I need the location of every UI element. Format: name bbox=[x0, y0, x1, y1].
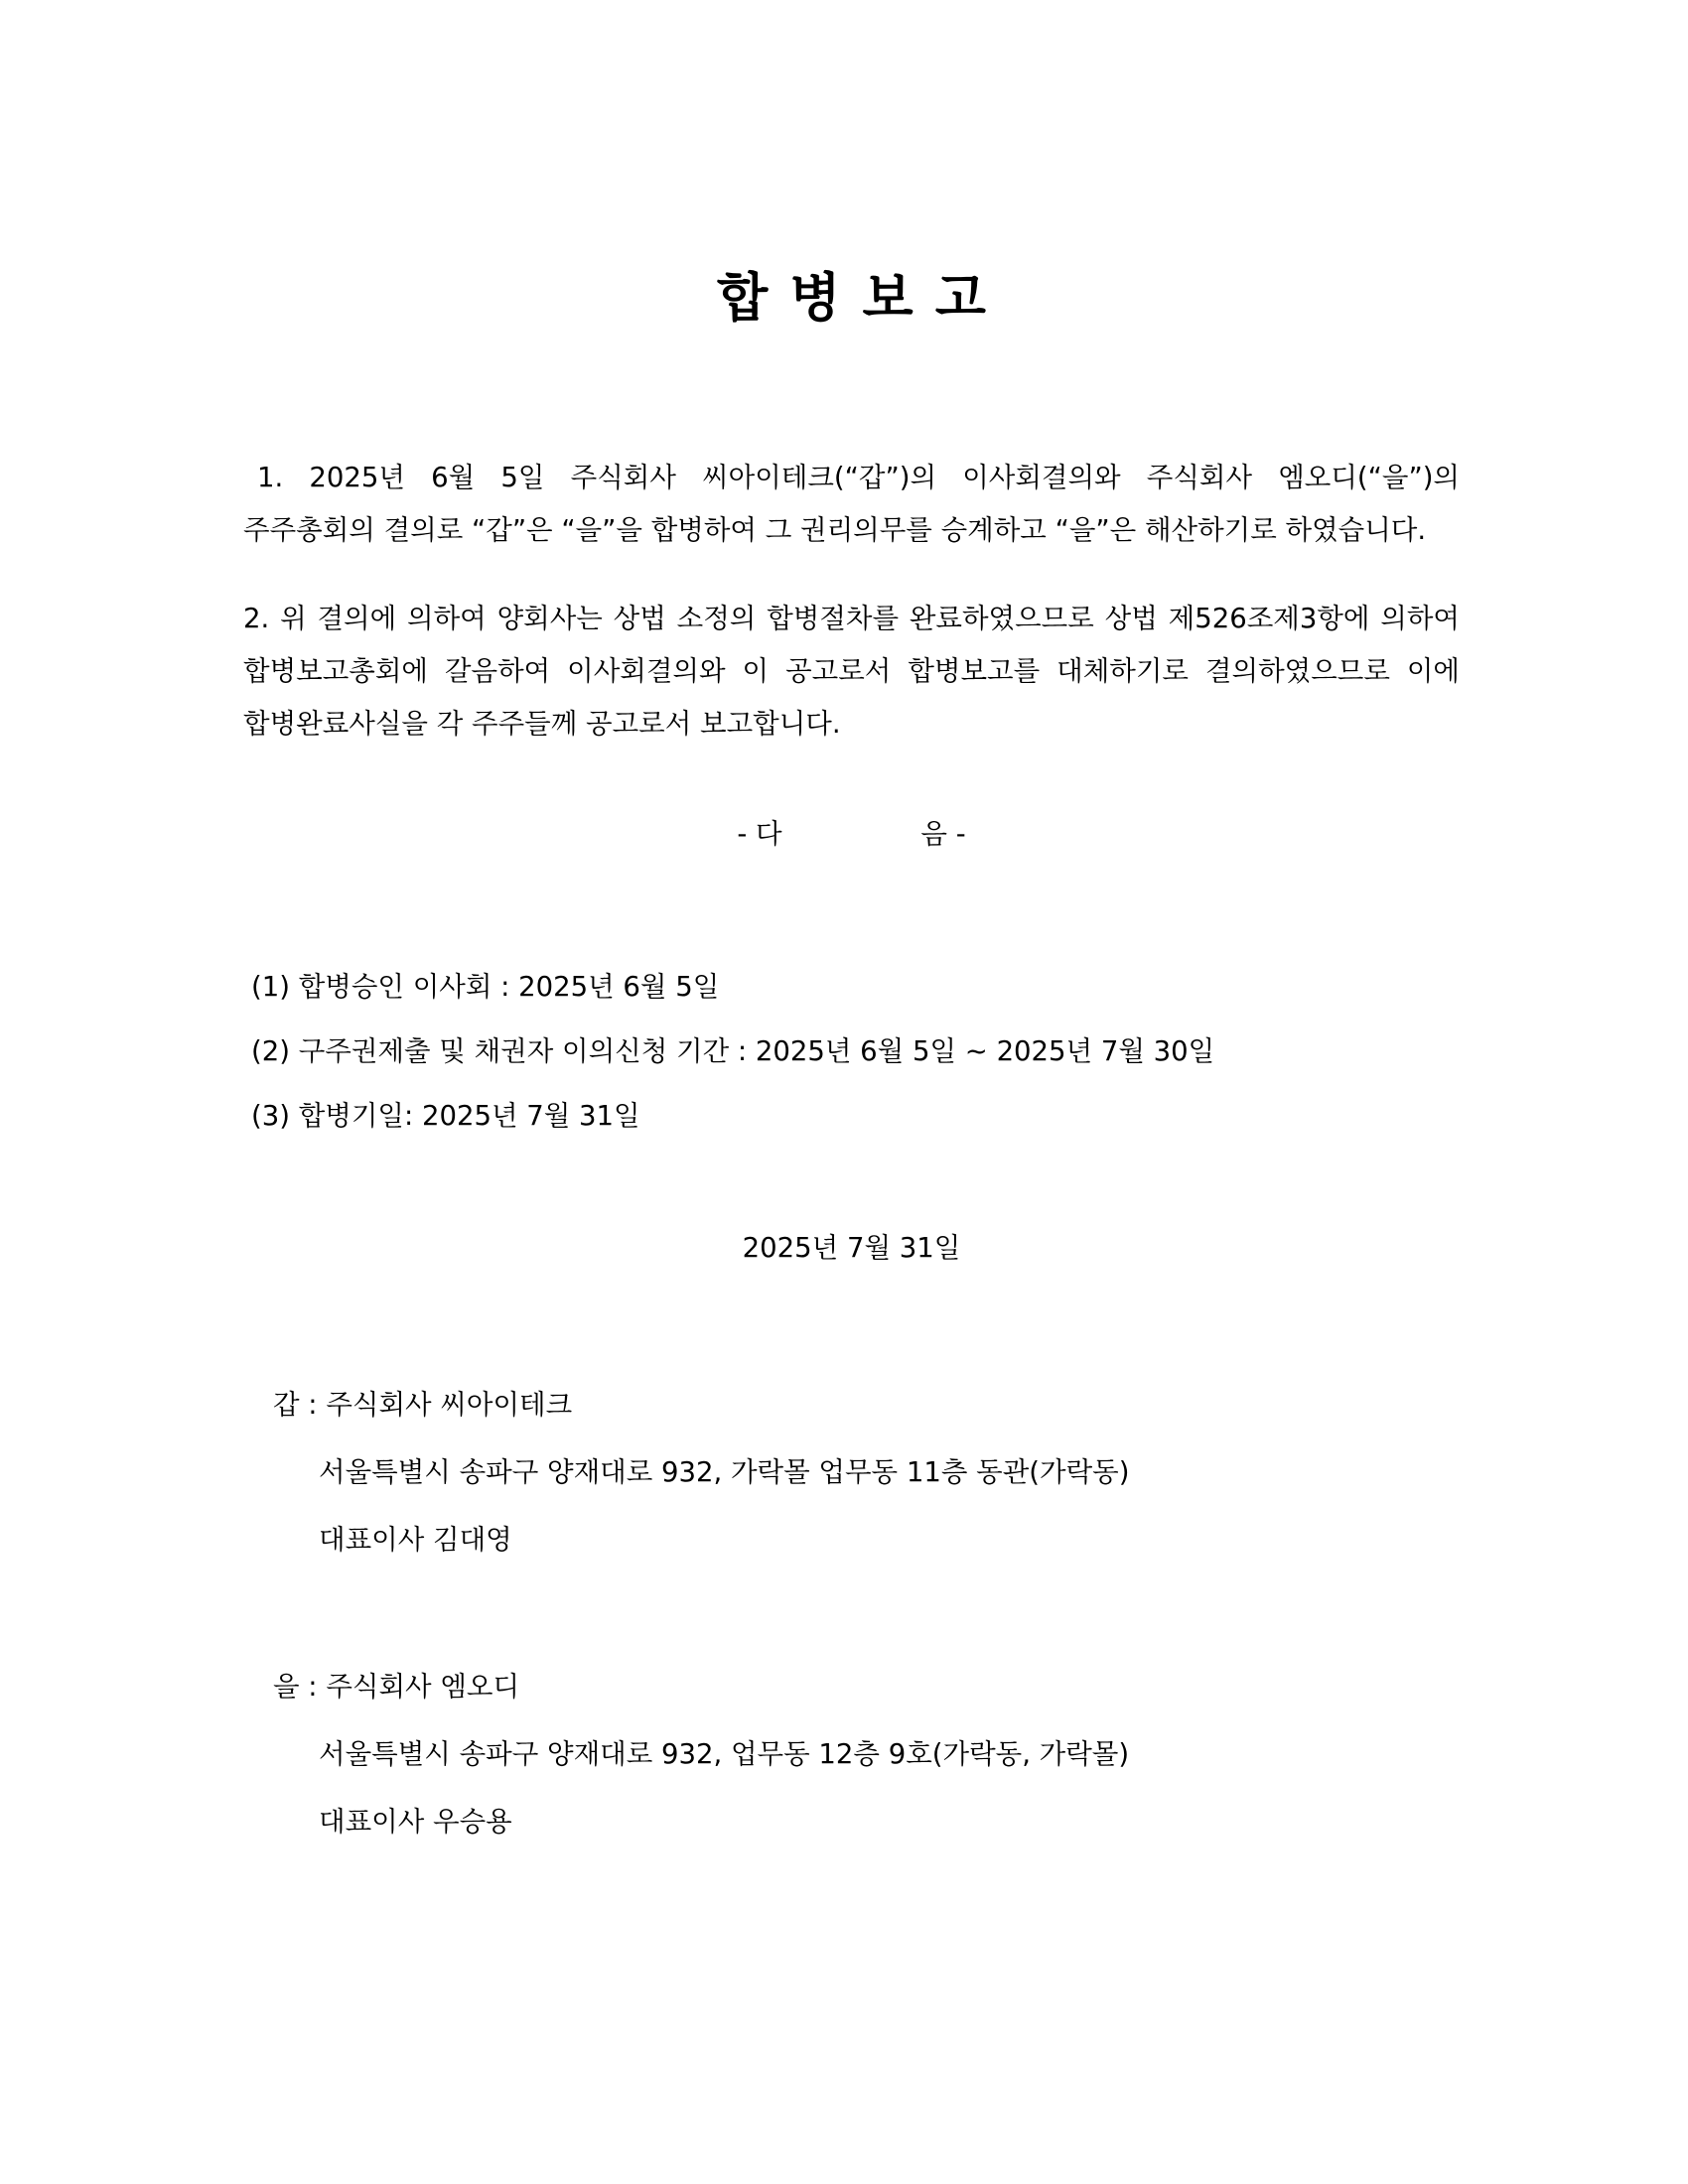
paragraph-1: 1. 2025년 6월 5일 주식회사 씨아이테크(“갑”)의 이사회결의와 주식회사 엠오디(“을”)의 주주총회의 결의로 “갑”은 “을”을 합병하여 그 권리의무를 승계하고 “을”은 해산하기로 하였습니다. bbox=[243, 462, 1460, 546]
list-item: (1) 합병승인 이사회 : 2025년 6월 5일 bbox=[251, 971, 720, 1003]
section-divider-danum: - 다 음 - bbox=[737, 818, 966, 850]
party-a-representative: 대표이사 김대영 bbox=[319, 1524, 512, 1556]
page-title: 합병보고 bbox=[717, 268, 1008, 329]
numbered-item-list bbox=[251, 955, 1460, 1149]
document-date: 2025년 7월 31일 bbox=[742, 1232, 961, 1264]
party-a-address: 서울특별시 송파구 양재대로 932, 가락몰 업무동 11층 동관(가락동) bbox=[319, 1456, 1130, 1488]
party-b-heading: 을 : 주식회사 엠오디 bbox=[273, 1671, 520, 1703]
signature-block-party-a bbox=[243, 1371, 1460, 1573]
paragraph-2: 2. 위 결의에 의하여 양회사는 상법 소정의 합병절차를 완료하였으므로 상법 제526조제3항에 의하여 합병보고총회에 갈음하여 이사회결의와 이 공고로서 합병보고를 대체하기로 결의하였으므로 이에 합병완료사실을 각 주주들께 공고로서 보고합니다. bbox=[243, 603, 1460, 740]
party-a-heading: 갑 : 주식회사 씨아이테크 bbox=[273, 1389, 573, 1421]
list-item: (3) 합병기일: 2025년 7월 31일 bbox=[251, 1100, 640, 1132]
body-paragraphs bbox=[243, 452, 1460, 751]
party-b-representative: 대표이사 우승용 bbox=[319, 1806, 512, 1838]
list-item: (2) 구주권제출 및 채권자 이의신청 기간 : 2025년 6월 5일 ~ 2025년 7월 30일 bbox=[251, 1035, 1215, 1067]
signature-block-party-b bbox=[243, 1653, 1460, 1855]
party-b-address: 서울특별시 송파구 양재대로 932, 업무동 12층 9호(가락동, 가락몰) bbox=[319, 1738, 1130, 1770]
